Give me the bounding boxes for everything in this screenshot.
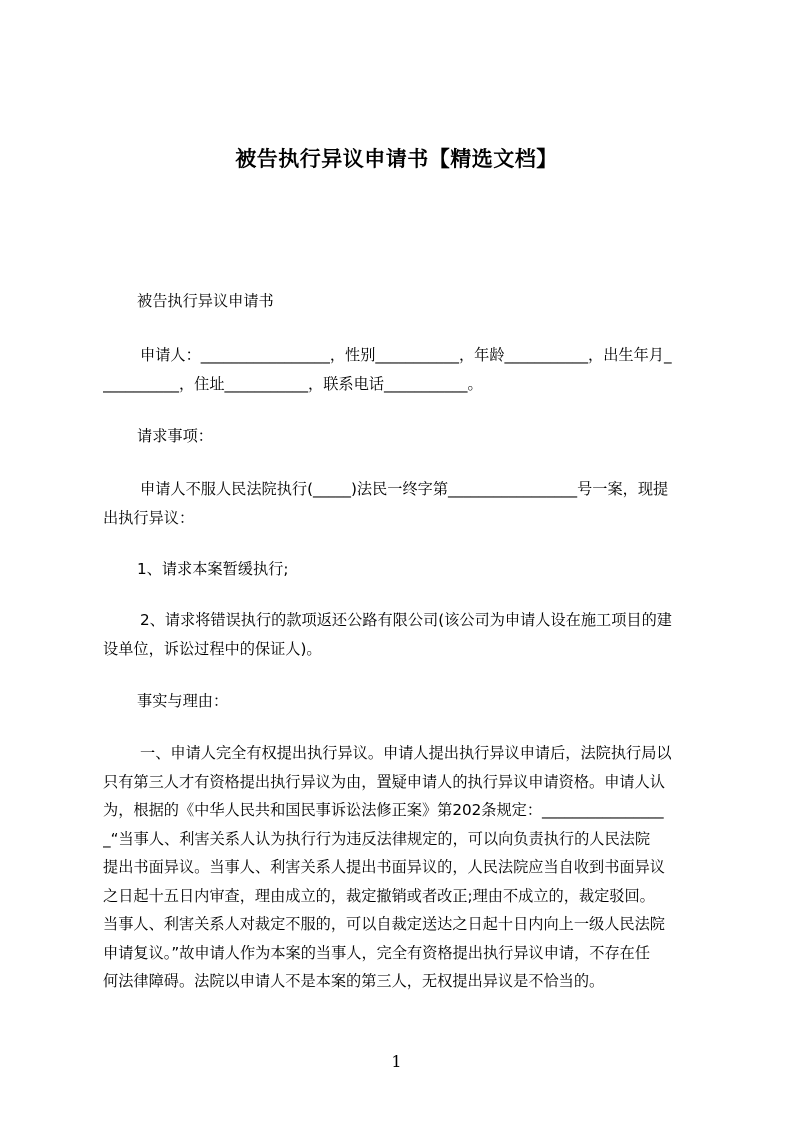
reason-line: _“当事人、利害关系人认为执行行为违反法律规定的，可以向负责执行的人民法院 <box>103 829 651 848</box>
reason-line: 一、申请人完全有权提出执行异议。申请人提出执行异议申请后，法院执行局以 <box>140 744 672 762</box>
request-intro <box>103 475 701 532</box>
reason-line: 当事人、利害关系人对裁定不服的，可以自裁定送达之日起十日内向上一级人民法院 <box>103 915 665 933</box>
facts-heading: 事实与理由： <box>137 692 229 710</box>
subtitle: 被告执行异议申请书 <box>137 292 274 310</box>
request-intro-line: 申请人不服人民法院执行(_____)法民一终字第_________________号一案，现提 <box>140 480 669 498</box>
request-item-2 <box>103 606 701 663</box>
applicant-info <box>103 341 701 398</box>
request-item-1: 1、请求本案暂缓执行; <box>137 560 289 578</box>
reason-line: 申请复议。”故申请人作为本案的当事人，完全有资格提出执行异议申请，不存在任 <box>103 943 651 962</box>
reason-line: 提出书面异议。当事人、利害关系人提出书面异议的，人民法院应当自收到书面异议 <box>103 858 665 876</box>
reason-line: 只有第三人才有资格提出执行异议为由，置疑申请人的执行异议申请资格。申请人认 <box>103 772 665 791</box>
request-item-2-line: 2、请求将错误执行的款项返还公路有限公司(该公司为申请人设在施工项目的建 <box>140 611 672 629</box>
reason-paragraph <box>103 739 701 996</box>
applicant-line: 申请人：_________________，性别___________，年龄___________，出生年月_ <box>140 346 672 364</box>
document-title: 被告执行异议申请书【精选文档】 <box>235 147 558 171</box>
applicant-line: __________，住址___________，联系电话___________。 <box>103 374 483 393</box>
reason-line: 何法律障碍。法院以申请人不是本案的第三人，无权提出异议是不恰当的。 <box>103 972 605 990</box>
request-intro-line: 出执行异议： <box>103 508 195 527</box>
request-item-2-line: 设单位，诉讼过程中的保证人)。 <box>103 639 322 658</box>
request-heading: 请求事项： <box>137 427 213 445</box>
page-number: 1 <box>391 1052 402 1071</box>
reason-line: 为，根据的《中华人民共和国民事诉讼法修正案》第202条规定：________________ <box>103 801 664 819</box>
reason-line: 之日起十五日内审查，理由成立的，裁定撤销或者改正;理由不成立的，裁定驳回。 <box>103 886 655 905</box>
